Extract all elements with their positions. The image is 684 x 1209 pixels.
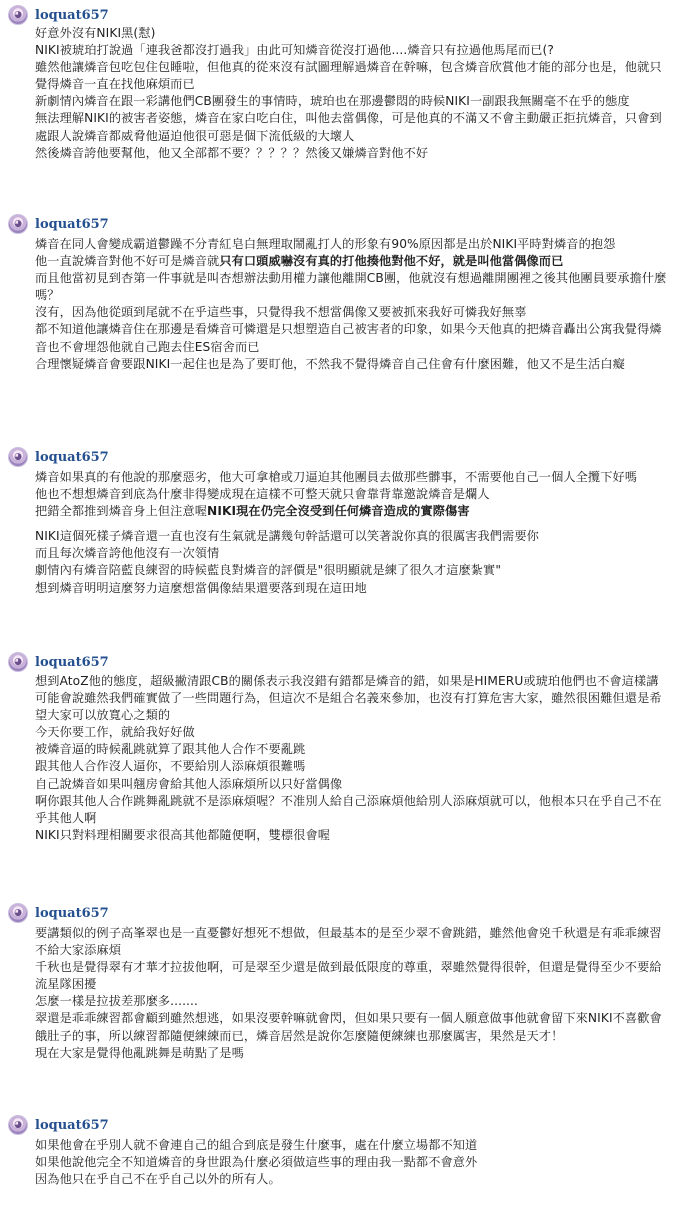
comment-line: 然後燐音誇他要幫他，他又全部都不要？？？？？然後又嫌燐音對他不好 xyxy=(35,145,429,160)
comment-header xyxy=(8,4,109,26)
avatar-icon[interactable]: ◕ xyxy=(8,214,28,234)
comment-line: 都不知道他讓燐音住在那邊是看燐音可憐還是只想塑造自己被害者的印象，如果今天他真的把燐音轟出公寓我覺得燐音也不會埋怨他就自己跑去住ES宿舍而已 xyxy=(35,322,662,354)
comment-line: 沒有，因為他從頭到尾就不在乎這些事，只覺得我不想當偶像又要被抓來我好可憐我好無辜 xyxy=(35,305,527,320)
comment-line: 翠還是乖乖練習都會顧到雖然想逃，如果沒要幹嘛就會閃，但如果只要有一個人願意做事他就會留下來NIKI不喜歡會餓肚子的事，所以練習都隨便練練而已，燐音居然是說你怎麼隨便練練也那麼厲害，果然是天才！ xyxy=(35,1011,662,1043)
avatar-icon[interactable]: ◕ xyxy=(8,903,28,923)
comment-line: 想到燐音明明這麼努力這麼想當偶像結果還要落到現在這田地 xyxy=(35,580,367,595)
comment-header xyxy=(8,651,109,673)
comment-line: 而且他當初見到杏第一件事就是叫杏想辦法動用權力讓他離開CB團，他就沒有想過離開團裡之後其他團員要承擔什麼嗎？ xyxy=(35,271,667,303)
comment-text: 他一直說燐音對他不好可是燐音就 xyxy=(35,254,220,269)
comment-header xyxy=(8,902,109,924)
comment-line xyxy=(35,253,667,270)
comment-line: 雖然他讓燐音包吃包住包睡啦，但他真的從來沒有試圖理解過燐音在幹嘛，包含燐音欣賞他才能的部分也是，他就只覺得燐音一直在找他麻煩而已 xyxy=(35,60,662,92)
comment-line: 燐音如果真的有他說的那麼惡劣，他大可拿槍或刀逼迫其他團員去做那些髒事，不需要他自己一個人全攬下好嗎 xyxy=(35,470,638,484)
comment-text: 把錯全都推到燐音身上但注意喔 xyxy=(35,504,208,519)
comment-line: 想到AtoZ他的態度，超級撇清跟CB的關係表示我沒錯有錯都是燐音的錯，如果是HIMERU或琥珀他們也不會這樣講 xyxy=(35,674,659,688)
comment-line: 可能會說雖然我們確實做了一些問題行為，但這次不是組合名義來參加，也沒有打算危害大家，雖然很困難但還是希望大家可以放寬心之類的 xyxy=(35,691,662,723)
comment-body xyxy=(35,673,667,844)
comment-line: 因為他只在乎自己不在乎自己以外的所有人。 xyxy=(35,1172,281,1187)
comment-line: 啊你跟其他人合作跳舞亂跳就不是添麻煩喔？不准別人給自己添麻煩他給別人添麻煩就可以，他根本只在乎自己不在乎其他人啊 xyxy=(35,793,662,825)
comment-line: 今天你要工作，就給我好好做 xyxy=(35,725,195,740)
comment-line: 無法理解NIKI的被害者姿態，燐音在家白吃白住，叫他去當偶像，可是他真的不滿又不會主動嚴正拒抗燐音，只會到處跟人說燐音都威脅他逼迫他很可惡是個下流低級的大壞人 xyxy=(35,111,662,143)
comment-item xyxy=(0,651,684,891)
comment-line: 而且每次燐音誇他他沒有一次領情 xyxy=(35,546,220,561)
username-link[interactable]: loquat657 xyxy=(35,654,109,670)
comment-body xyxy=(35,25,667,162)
username-link[interactable]: loquat657 xyxy=(35,216,109,232)
comment-line: NIKI只對料理相關要求很高其他都隨便啊，雙標很會喔 xyxy=(35,827,331,842)
comment-line: 如果他會在乎別人就不會連自己的組合到底是發生什麼事，處在什麼立場都不知道 xyxy=(35,1138,478,1152)
comment-line: 要講類似的例子高峯翠也是一直憂鬱好想死不想做，但最基本的是至少翠不會跳錯，雖然他會兇千秋還是有乖乖練習不給大家添麻煩 xyxy=(35,926,662,958)
username-link[interactable]: loquat657 xyxy=(35,449,109,465)
comment-line: 現在大家是覺得他亂跳舞是萌點了是嗎 xyxy=(35,1045,244,1060)
username-link[interactable]: loquat657 xyxy=(35,7,109,23)
avatar-icon[interactable]: ◕ xyxy=(8,652,28,672)
comment-body xyxy=(35,469,667,597)
comment-item xyxy=(0,902,684,1107)
comment-header xyxy=(8,1114,109,1136)
comment-item xyxy=(0,446,684,646)
comment-line: 跟其他人合作沒人逼你，不要給別人添麻煩很難嗎 xyxy=(35,759,306,774)
emphasis-text: NIKI現在仍完全沒受到任何燐音造成的實際傷害 xyxy=(207,504,470,519)
avatar-icon[interactable]: ◕ xyxy=(8,1115,28,1135)
comment-line: 好意外沒有NIKI黑(懟) xyxy=(35,26,156,40)
paragraph-gap xyxy=(35,520,667,528)
comment-line: 燐音在同人會變成霸道鬱躁不分青紅皂白無理取鬧亂打人的形象有90%原因都是出於NIKI平時對燐音的抱怨 xyxy=(35,237,616,251)
comment-item xyxy=(0,213,684,438)
comment-line: NIKI這個死樣子燐音還一直也沒有生氣就是講幾句幹話還可以笑著說你真的很厲害我們需要你 xyxy=(35,529,539,544)
avatar-icon[interactable]: ◕ xyxy=(8,447,28,467)
comment-line: 怎麼一樣是拉拔差那麼多....... xyxy=(35,994,198,1009)
comment-line: 自己說燐音如果叫翹房會給其他人添麻煩所以只好當偶像 xyxy=(35,776,343,791)
comment-body xyxy=(35,1137,667,1188)
comment-line: 被燐音逼的時候亂跳就算了跟其他人合作不要亂跳 xyxy=(35,742,306,757)
comment-line: 合理懷疑燐音會要跟NIKI一起住也是為了要盯他，不然我不覺得燐音自己住會有什麼困難，他又不是生活白癡 xyxy=(35,356,625,371)
comment-header xyxy=(8,446,109,468)
username-link[interactable]: loquat657 xyxy=(35,1117,109,1133)
comment-line: 如果他說他完全不知道燐音的身世跟為什麼必須做這些事的理由我一點都不會意外 xyxy=(35,1155,478,1170)
comment-line: 千秋也是覺得翠有才華才拉拔他啊，可是翠至少還是做到最低限度的尊重，翠雖然覺得很幹，但還是覺得至少不要給流星隊困擾 xyxy=(35,960,662,992)
comment-header xyxy=(8,213,109,235)
comment-body xyxy=(35,236,667,373)
comment-item xyxy=(0,1114,684,1209)
comment-line: 劇情內有燐音陪藍良練習的時候藍良對燐音的評價是"很明顯就是練了很久才這麼紮實" xyxy=(35,563,502,578)
comment-line: 他也不想想燐音到底為什麼非得變成現在這樣不可整天就只會靠背靠邀說燐音是爛人 xyxy=(35,487,490,502)
comment-line: 新劇情內燐音在跟一彩講他們CB團發生的事情時，琥珀也在那邊鬱悶的時候NIKI一副跟我無關毫不在乎的態度 xyxy=(35,94,630,109)
comment-line: NIKI被琥珀打說過「連我爸都沒打過我」由此可知燐音從沒打過他....燐音只有拉過他馬尾而已(? xyxy=(35,43,554,58)
emphasis-text: 只有口頭威嚇沒有真的打他揍他對他不好，就是叫他當偶像而已 xyxy=(219,254,564,269)
comment-body xyxy=(35,925,667,1062)
username-link[interactable]: loquat657 xyxy=(35,905,109,921)
comment-line xyxy=(35,503,667,520)
comment-item xyxy=(0,4,684,194)
avatar-icon[interactable]: ◕ xyxy=(8,5,28,25)
